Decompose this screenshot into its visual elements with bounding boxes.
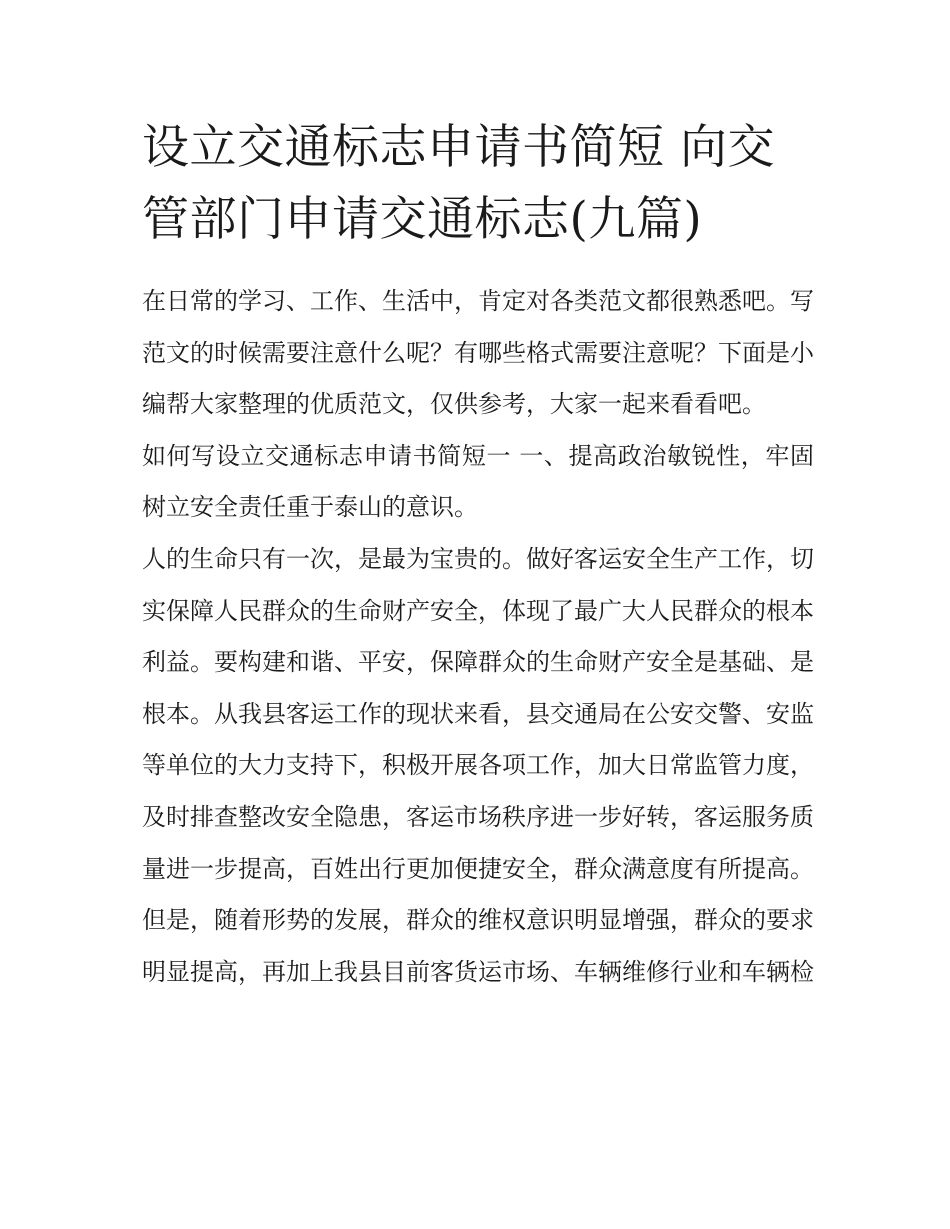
paragraph-intro: 在日常的学习、工作、生活中，肯定对各类范文都很熟悉吧。写范文的时候需要注意什么呢？有哪些格式需要注意呢？下面是小编帮大家整理的优质范文，仅供参考，大家一起来看看吧。 bbox=[142, 287, 814, 419]
document-body bbox=[142, 276, 814, 998]
document-title: 设立交通标志申请书简短 向交管部门申请交通标志(九篇) bbox=[142, 120, 775, 247]
document-page bbox=[142, 112, 814, 998]
paragraph-section-heading: 如何写设立交通标志申请书简短一 一、提高政治敏锐性，牢固树立安全责任重于泰山的意识。 bbox=[142, 441, 814, 522]
paragraph-main: 人的生命只有一次，是最为宝贵的。做好客运安全生产工作，切实保障人民群众的生命财产安全，体现了最广大人民群众的根本利益。要构建和谐、平安，保障群众的生命财产安全是基础、是根本。从我县客运工作的现状来看，县交通局在公安交警、安监等单位的大力支持下，积极开展各项工作，加大日常监管力度，及时排查整改安全隐患，客运市场秩序进一步好转，客运服务质量进一步提高，百姓出行更加便捷安全，群众满意度有所提高。但是，随着形势的发展，群众的维权意识明显增强，群众的要求明显提高，再加上我县目前客货运市场、车辆维修行业和车辆检 bbox=[142, 544, 814, 986]
